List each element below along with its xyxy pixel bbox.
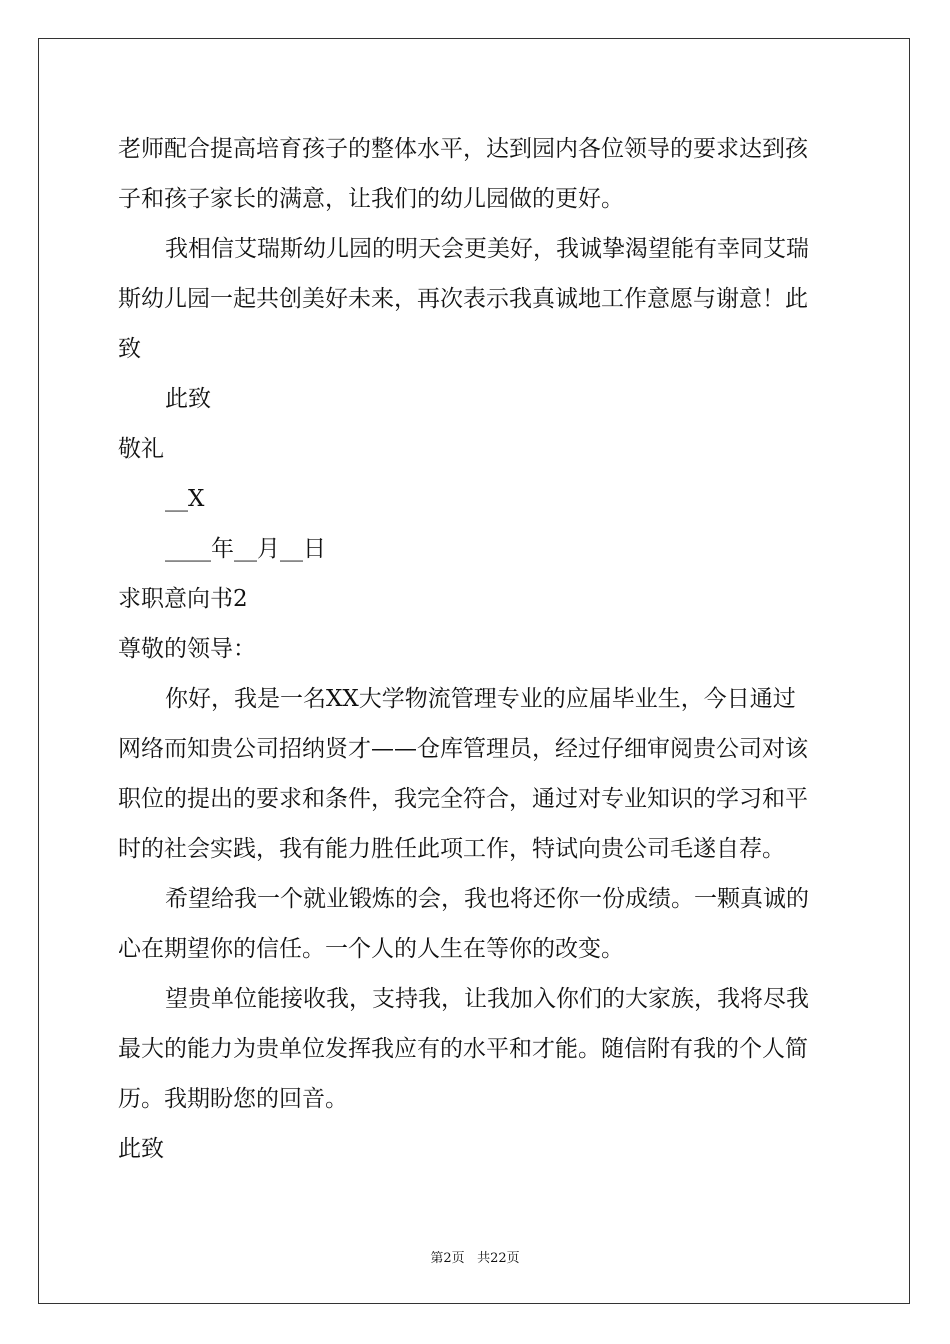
paragraph-line: 职位的提出的要求和条件，我完全符合，通过对专业知识的学习和平 (118, 786, 808, 812)
paragraph-line: 子和孩子家长的满意，让我们的幼儿园做的更好。 (118, 186, 624, 212)
section-title: 求职意向书2 (118, 586, 248, 612)
paragraph-line: 老师配合提高培育孩子的整体水平，达到园内各位领导的要求达到孩 (118, 136, 808, 162)
salutation-line: 敬礼 (118, 436, 164, 462)
paragraph-line: 致 (118, 336, 141, 362)
paragraph-line: 望贵单位能接收我，支持我，让我加入你们的大家族，我将尽我 (165, 986, 809, 1012)
paragraph-line: 你好，我是一名XX大学物流管理专业的应届毕业生，今日通过 (165, 686, 796, 712)
page-number: 第2页 (430, 1251, 465, 1266)
paragraph-line: 历。我期盼您的回音。 (118, 1086, 348, 1112)
signature-line: __X (165, 486, 205, 512)
greeting-line: 尊敬的领导： (118, 636, 256, 662)
date-line: ____年__月__日 (165, 536, 326, 562)
page-total: 共22页 (477, 1251, 520, 1266)
paragraph-line: 网络而知贵公司招纳贤才——仓库管理员，经过仔细审阅贵公司对该 (118, 736, 808, 762)
paragraph-line: 最大的能力为贵单位发挥我应有的水平和才能。随信附有我的个人简 (118, 1036, 808, 1062)
paragraph-line: 斯幼儿园一起共创美好未来，再次表示我真诚地工作意愿与谢意！此 (118, 286, 808, 312)
document-body (118, 124, 838, 1174)
page-footer (0, 1247, 950, 1266)
closing-line: 此致 (118, 1136, 164, 1162)
paragraph-line: 希望给我一个就业锻炼的会，我也将还你一份成绩。一颗真诚的 (165, 886, 809, 912)
paragraph-line: 我相信艾瑞斯幼儿园的明天会更美好，我诚挚渴望能有幸同艾瑞 (165, 236, 809, 262)
closing-line: 此致 (165, 386, 211, 412)
paragraph-line: 心在期望你的信任。一个人的人生在等你的改变。 (118, 936, 624, 962)
paragraph-line: 时的社会实践，我有能力胜任此项工作，特试向贵公司毛遂自荐。 (118, 836, 785, 862)
